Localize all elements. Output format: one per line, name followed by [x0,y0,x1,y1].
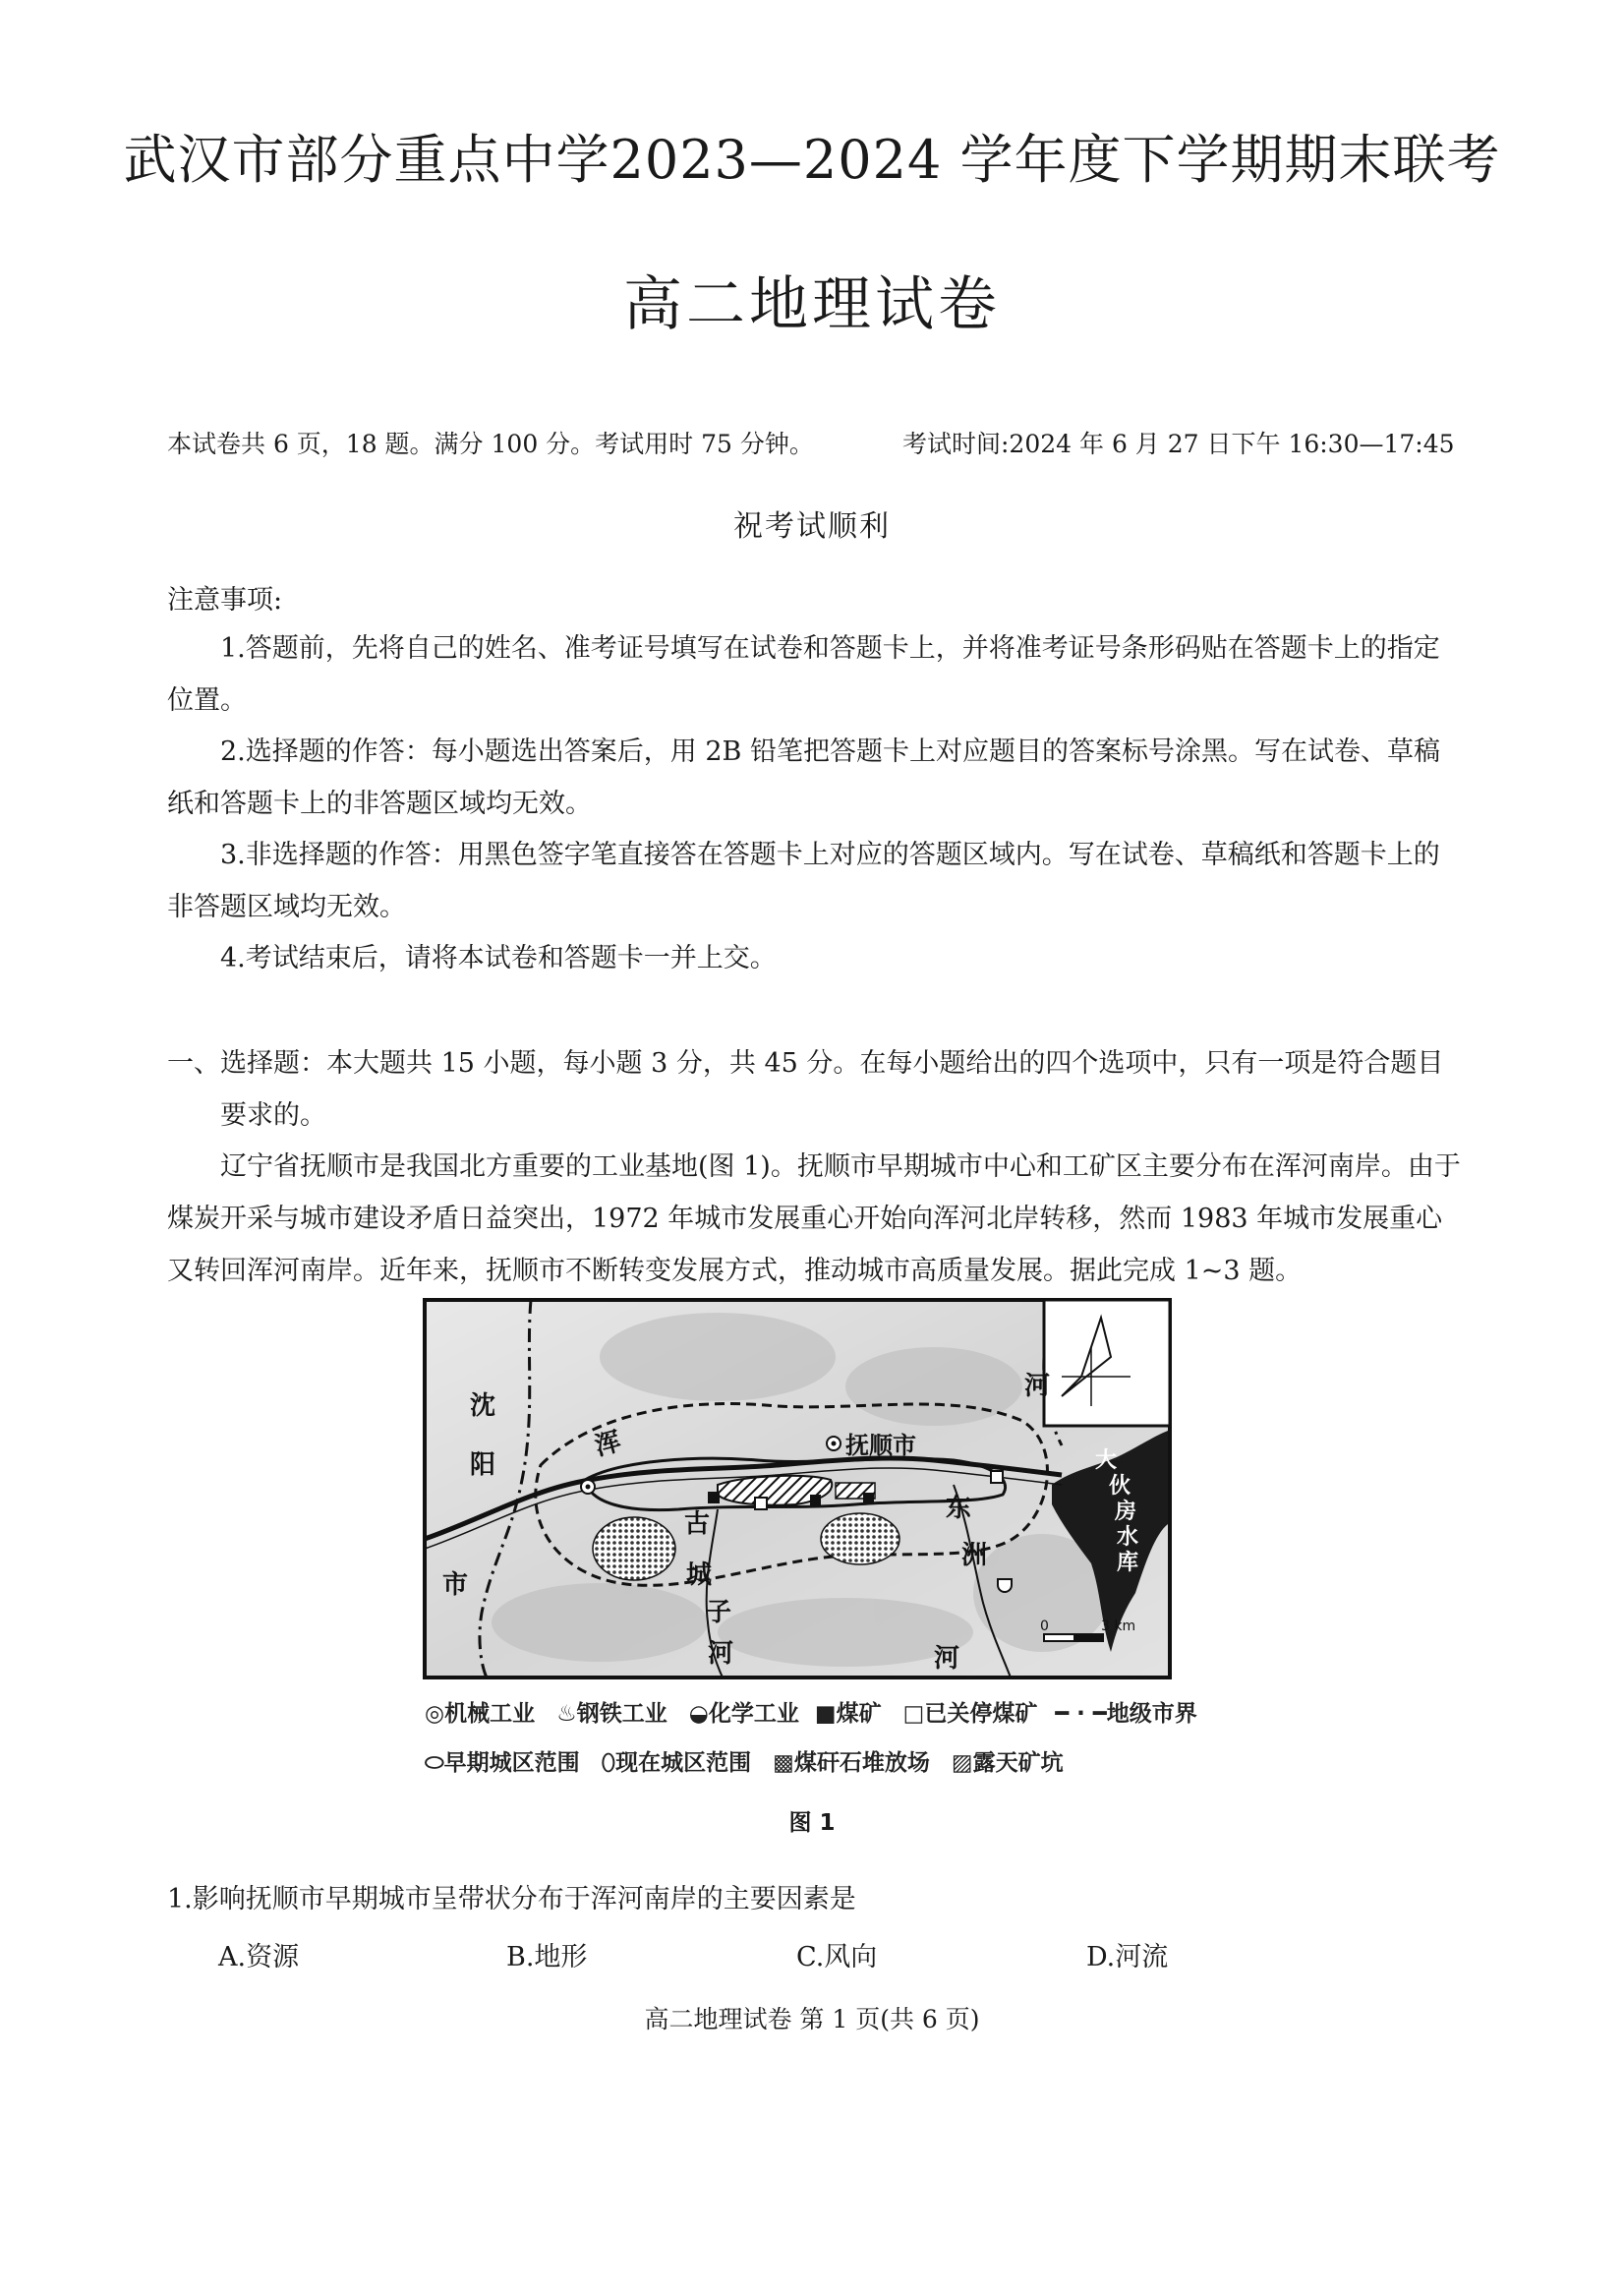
legend-current-range: 现在城区范围 [615,1750,752,1776]
map-label-he-gu: 河 [708,1639,734,1669]
notes-heading: 注意事项: [167,585,283,616]
passage: 辽宁省抚顺市是我国北方重要的工业基地(图 1)。抚顺市早期城市中心和工矿区主要分布在浑河南岸。由于煤炭开采与城市建设矛盾日益突出，1972 年城市发展重心开始向浑河北岸转移，然而 1983 年城市发展重心又转回浑河南岸。近年来，抚顺市不断转变发展方式，推动城市高质量发展。据此完成 1~3 题。 [167,1151,1461,1286]
legend-early-range: 早期城区范围 [443,1750,580,1776]
scale-km: 3 km [1101,1619,1136,1634]
map-label-he-bottom: 河 [934,1644,960,1674]
exam-info-right: 考试时间:2024 年 6 月 27 日下午 16:30—17:45 [902,430,1455,458]
fushun-map [423,1298,1172,1679]
map-label-city: 抚顺市 [845,1431,916,1459]
map-label-he-top: 河 [1024,1372,1051,1401]
legend-coal-mine: 煤矿 [836,1701,882,1727]
legend-open-pit: 露天矿坑 [972,1750,1064,1776]
reservoir-label-2: 伙 [1109,1473,1131,1499]
note-item-3: 3.非选择题的作答：用黑色签字笔直接答在答题卡上对应的答题区域内。写在试卷、草稿纸和答题卡上的非答题区域均无效。 [167,840,1440,922]
map-label-shi: 市 [442,1570,469,1600]
legend-steel: 钢铁工业 [576,1701,667,1727]
map-legend-row-1 [425,1695,1197,1728]
map-label-zhou: 洲 [961,1541,988,1570]
option-d: D.河流 [1086,1942,1169,1972]
map-label-dong: 东 [946,1494,972,1523]
map-label-cheng: 城 [686,1560,713,1590]
legend-machinery: 机械工业 [444,1701,536,1727]
option-c: C.风向 [796,1942,878,1972]
closed-mine-icon: □ [902,1701,925,1727]
exam-subtitle: 高二地理试卷 [623,270,1001,339]
map-label-shen: 沈 [470,1391,496,1421]
gangue-icon: ▩ [773,1750,794,1776]
section1-heading: 一、选择题：本大题共 15 小题，每小题 3 分，共 45 分。在每小题给出的四个选项中，只有一项是符合题目要求的。 [167,1048,1444,1131]
steel-icon: ♨ [556,1701,577,1727]
option-a: A.资源 [218,1942,300,1972]
note-item-1: 1.答题前，先将自己的姓名、准考证号填写在试卷和答题卡上，并将准考证号条形码贴在答题卡上的指定位置。 [167,633,1440,716]
map-legend-row-2 [425,1744,1064,1777]
figure-caption: 图 1 [788,1810,836,1836]
early-range-icon: ⬭ [425,1750,444,1776]
legend-chemical: 化学工业 [708,1701,799,1727]
reservoir-label-4: 水 [1117,1524,1139,1550]
chemical-icon: ◒ [688,1701,709,1727]
exam-title: 武汉市部分重点中学2023—2024 学年度下学期期末联考 [123,129,1501,191]
open-pit-icon: ▨ [951,1750,973,1776]
map-label-zi: 子 [706,1598,732,1627]
current-range-icon: ⬯ [601,1750,616,1776]
legend-closed-mine: 已关停煤矿 [924,1701,1038,1727]
option-b: B.地形 [506,1942,588,1972]
good-luck-wish: 祝考试顺利 [733,509,891,544]
page-footer: 高二地理试卷 第 1 页(共 6 页) [644,2005,980,2033]
reservoir-label-5: 库 [1117,1550,1139,1575]
question-1-stem: 1.影响抚顺市早期城市呈带状分布于浑河南岸的主要因素是 [167,1884,856,1914]
map-label-yang: 阳 [470,1450,496,1480]
note-item-4: 4.考试结束后，请将本试卷和答题卡一并上交。 [220,943,777,973]
machinery-icon: ◎ [425,1701,445,1727]
reservoir-label-3: 房 [1115,1499,1137,1524]
exam-info-left: 本试卷共 6 页，18 题。满分 100 分。考试用时 75 分钟。 [167,430,814,458]
legend-gangue: 煤矸石堆放场 [793,1750,930,1776]
coal-mine-icon: ■ [814,1701,837,1727]
legend-boundary: 地级市界 [1106,1701,1197,1727]
boundary-icon: ━ · ━ [1055,1701,1107,1727]
reservoir-label-1: 大 [1095,1447,1118,1473]
note-item-2: 2.选择题的作答：每小题选出答案后，用 2B 铅笔把答题卡上对应题目的答案标号涂黑。写在试卷、草稿纸和答题卡上的非答题区域均无效。 [167,736,1440,819]
map-label-hun: 浑 [592,1427,624,1462]
scale-zero: 0 [1040,1619,1049,1634]
map-label-gu: 古 [684,1509,711,1539]
